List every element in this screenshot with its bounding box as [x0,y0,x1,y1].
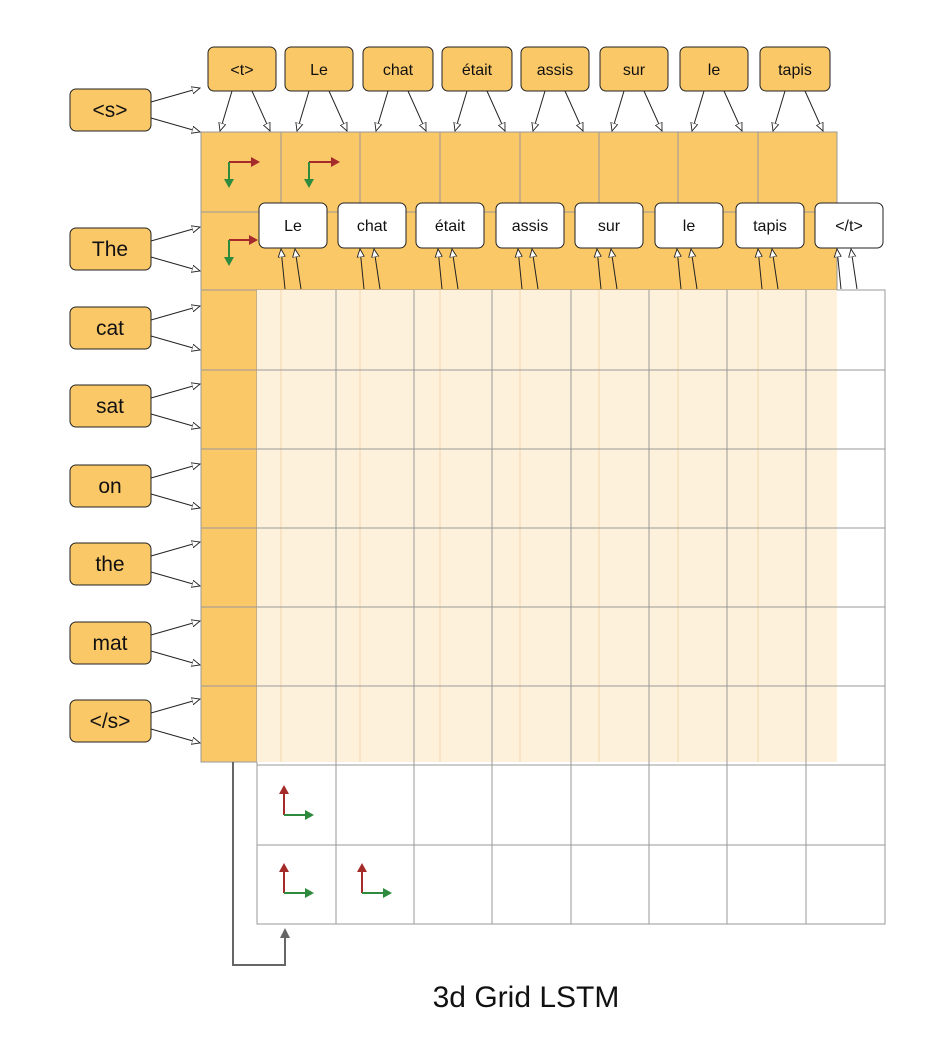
source-input-arrow [151,572,200,586]
source-token-label: the [95,553,125,576]
target-input-arrow [408,91,426,131]
target-input-arrow [692,91,704,131]
source-token-label: cat [95,317,125,340]
target-front-arrow [851,249,857,289]
source-token-label: sat [95,395,125,418]
target-token-label-front: tapis [753,218,787,235]
source-input-arrow [151,621,200,635]
target-token-label: tapis [778,62,812,79]
diagram-title: 3d Grid LSTM [432,981,620,1014]
source-input-arrow [151,464,200,478]
target-input-arrow [455,91,467,131]
target-input-arrow [220,91,232,131]
back-layer-overlay [257,290,837,762]
target-input-arrow [376,91,388,131]
target-input-arrow [329,91,347,131]
target-token-label: assis [536,62,574,79]
target-token-label-front: était [434,218,466,235]
target-input-arrow [724,91,742,131]
target-input-arrow [565,91,583,131]
target-front-arrow [837,249,841,289]
target-input-arrow [805,91,823,131]
target-token-label-front: chat [356,218,388,235]
target-token-label: <t> [230,62,254,79]
source-token-label: mat [92,632,128,655]
target-token-label-front: </t> [835,218,863,235]
source-input-arrow [151,336,200,350]
target-input-arrow [644,91,662,131]
source-input-arrow [151,384,200,398]
target-input-arrow [533,91,545,131]
source-input-arrow [151,651,200,665]
target-token-label-front: sur [597,218,621,235]
source-input-arrow [151,414,200,428]
source-input-arrow [151,542,200,556]
source-input-arrow [151,257,200,271]
target-tokens-top [208,47,830,91]
target-token-label: le [707,62,721,79]
source-input-arrow [151,729,200,743]
source-input-arrow [151,88,200,102]
target-input-arrow [297,91,309,131]
target-input-arrow [252,91,270,131]
target-token-label: était [461,62,493,79]
source-input-arrow [151,227,200,241]
source-input-arrow [151,699,200,713]
target-token-label: sur [622,62,646,79]
back-layer-left [201,290,257,762]
target-input-arrow [773,91,785,131]
target-input-arrow [487,91,505,131]
target-token-label-front: assis [511,218,549,235]
source-token-label: The [91,238,129,261]
source-token-label: </s> [89,710,131,733]
target-input-arrow [612,91,624,131]
source-input-arrow [151,494,200,508]
source-token-label: on [98,475,122,498]
target-token-label-front: le [682,218,696,235]
target-token-label: Le [310,62,328,79]
source-tokens [70,89,151,742]
source-token-label: <s> [92,99,128,122]
source-input-arrow [151,118,200,132]
target-token-label: chat [382,62,414,79]
source-input-arrow [151,306,200,320]
target-token-label-front: Le [284,218,302,235]
